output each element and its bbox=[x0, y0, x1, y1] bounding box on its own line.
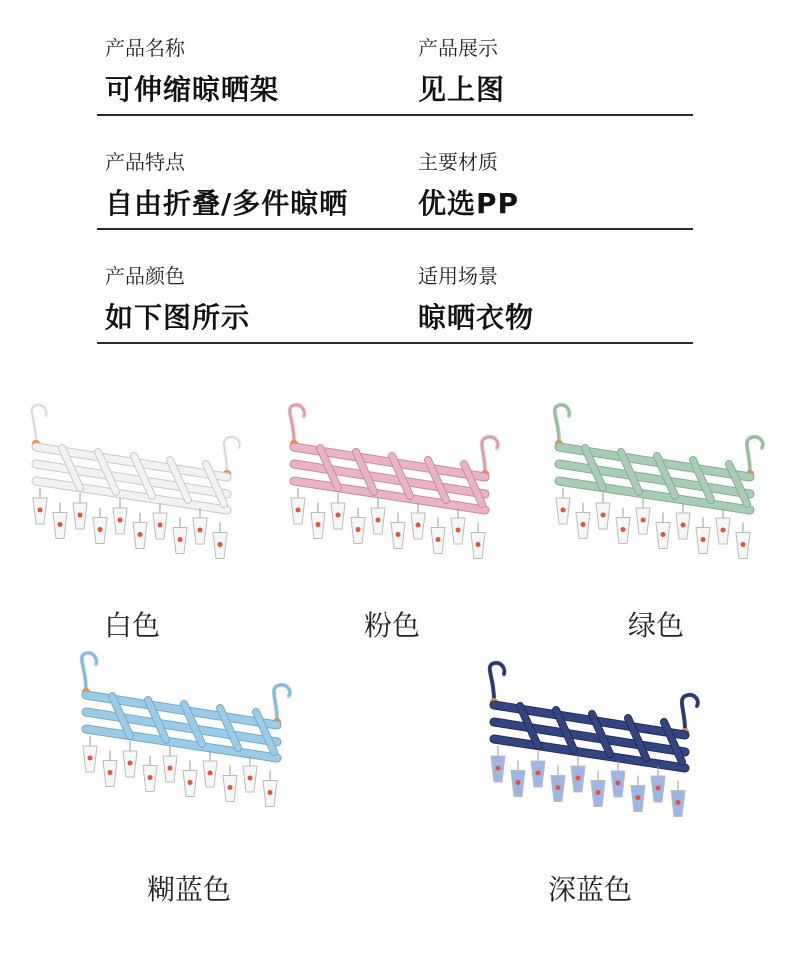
spec-label: 产品颜色 bbox=[105, 264, 185, 288]
spec-label: 产品名称 bbox=[105, 36, 185, 60]
spec-value: 优选PP bbox=[418, 187, 520, 220]
spec-value: 可伸缩晾晒架 bbox=[105, 73, 280, 106]
hanger-rack-icon bbox=[280, 402, 510, 587]
product-image-navy bbox=[480, 660, 710, 845]
spec-row-3 bbox=[97, 228, 693, 344]
color-label-white: 白色 bbox=[104, 609, 161, 642]
spec-row-1 bbox=[97, 0, 693, 116]
color-label-green: 绿色 bbox=[628, 609, 685, 642]
spec-label: 主要材质 bbox=[418, 150, 498, 174]
color-label-navy: 深蓝色 bbox=[548, 873, 633, 906]
hanger-rack-icon bbox=[22, 402, 252, 587]
color-label-light-blue: 糊蓝色 bbox=[147, 873, 232, 906]
product-image-white bbox=[22, 402, 252, 587]
spec-row-2 bbox=[97, 114, 693, 230]
hanger-rack-icon bbox=[480, 660, 710, 845]
spec-label: 适用场景 bbox=[418, 264, 498, 288]
color-label-pink: 粉色 bbox=[364, 609, 421, 642]
hanger-rack-icon bbox=[545, 402, 775, 587]
product-image-light-blue bbox=[72, 650, 302, 835]
product-image-pink bbox=[280, 402, 510, 587]
product-image-green bbox=[545, 402, 775, 587]
spec-label: 产品展示 bbox=[418, 36, 498, 60]
spec-value: 见上图 bbox=[418, 73, 506, 106]
spec-value: 自由折叠/多件晾晒 bbox=[105, 187, 349, 220]
spec-label: 产品特点 bbox=[105, 150, 185, 174]
spec-value: 如下图所示 bbox=[105, 301, 251, 334]
hanger-rack-icon bbox=[72, 650, 302, 835]
spec-value: 晾晒衣物 bbox=[418, 301, 535, 334]
